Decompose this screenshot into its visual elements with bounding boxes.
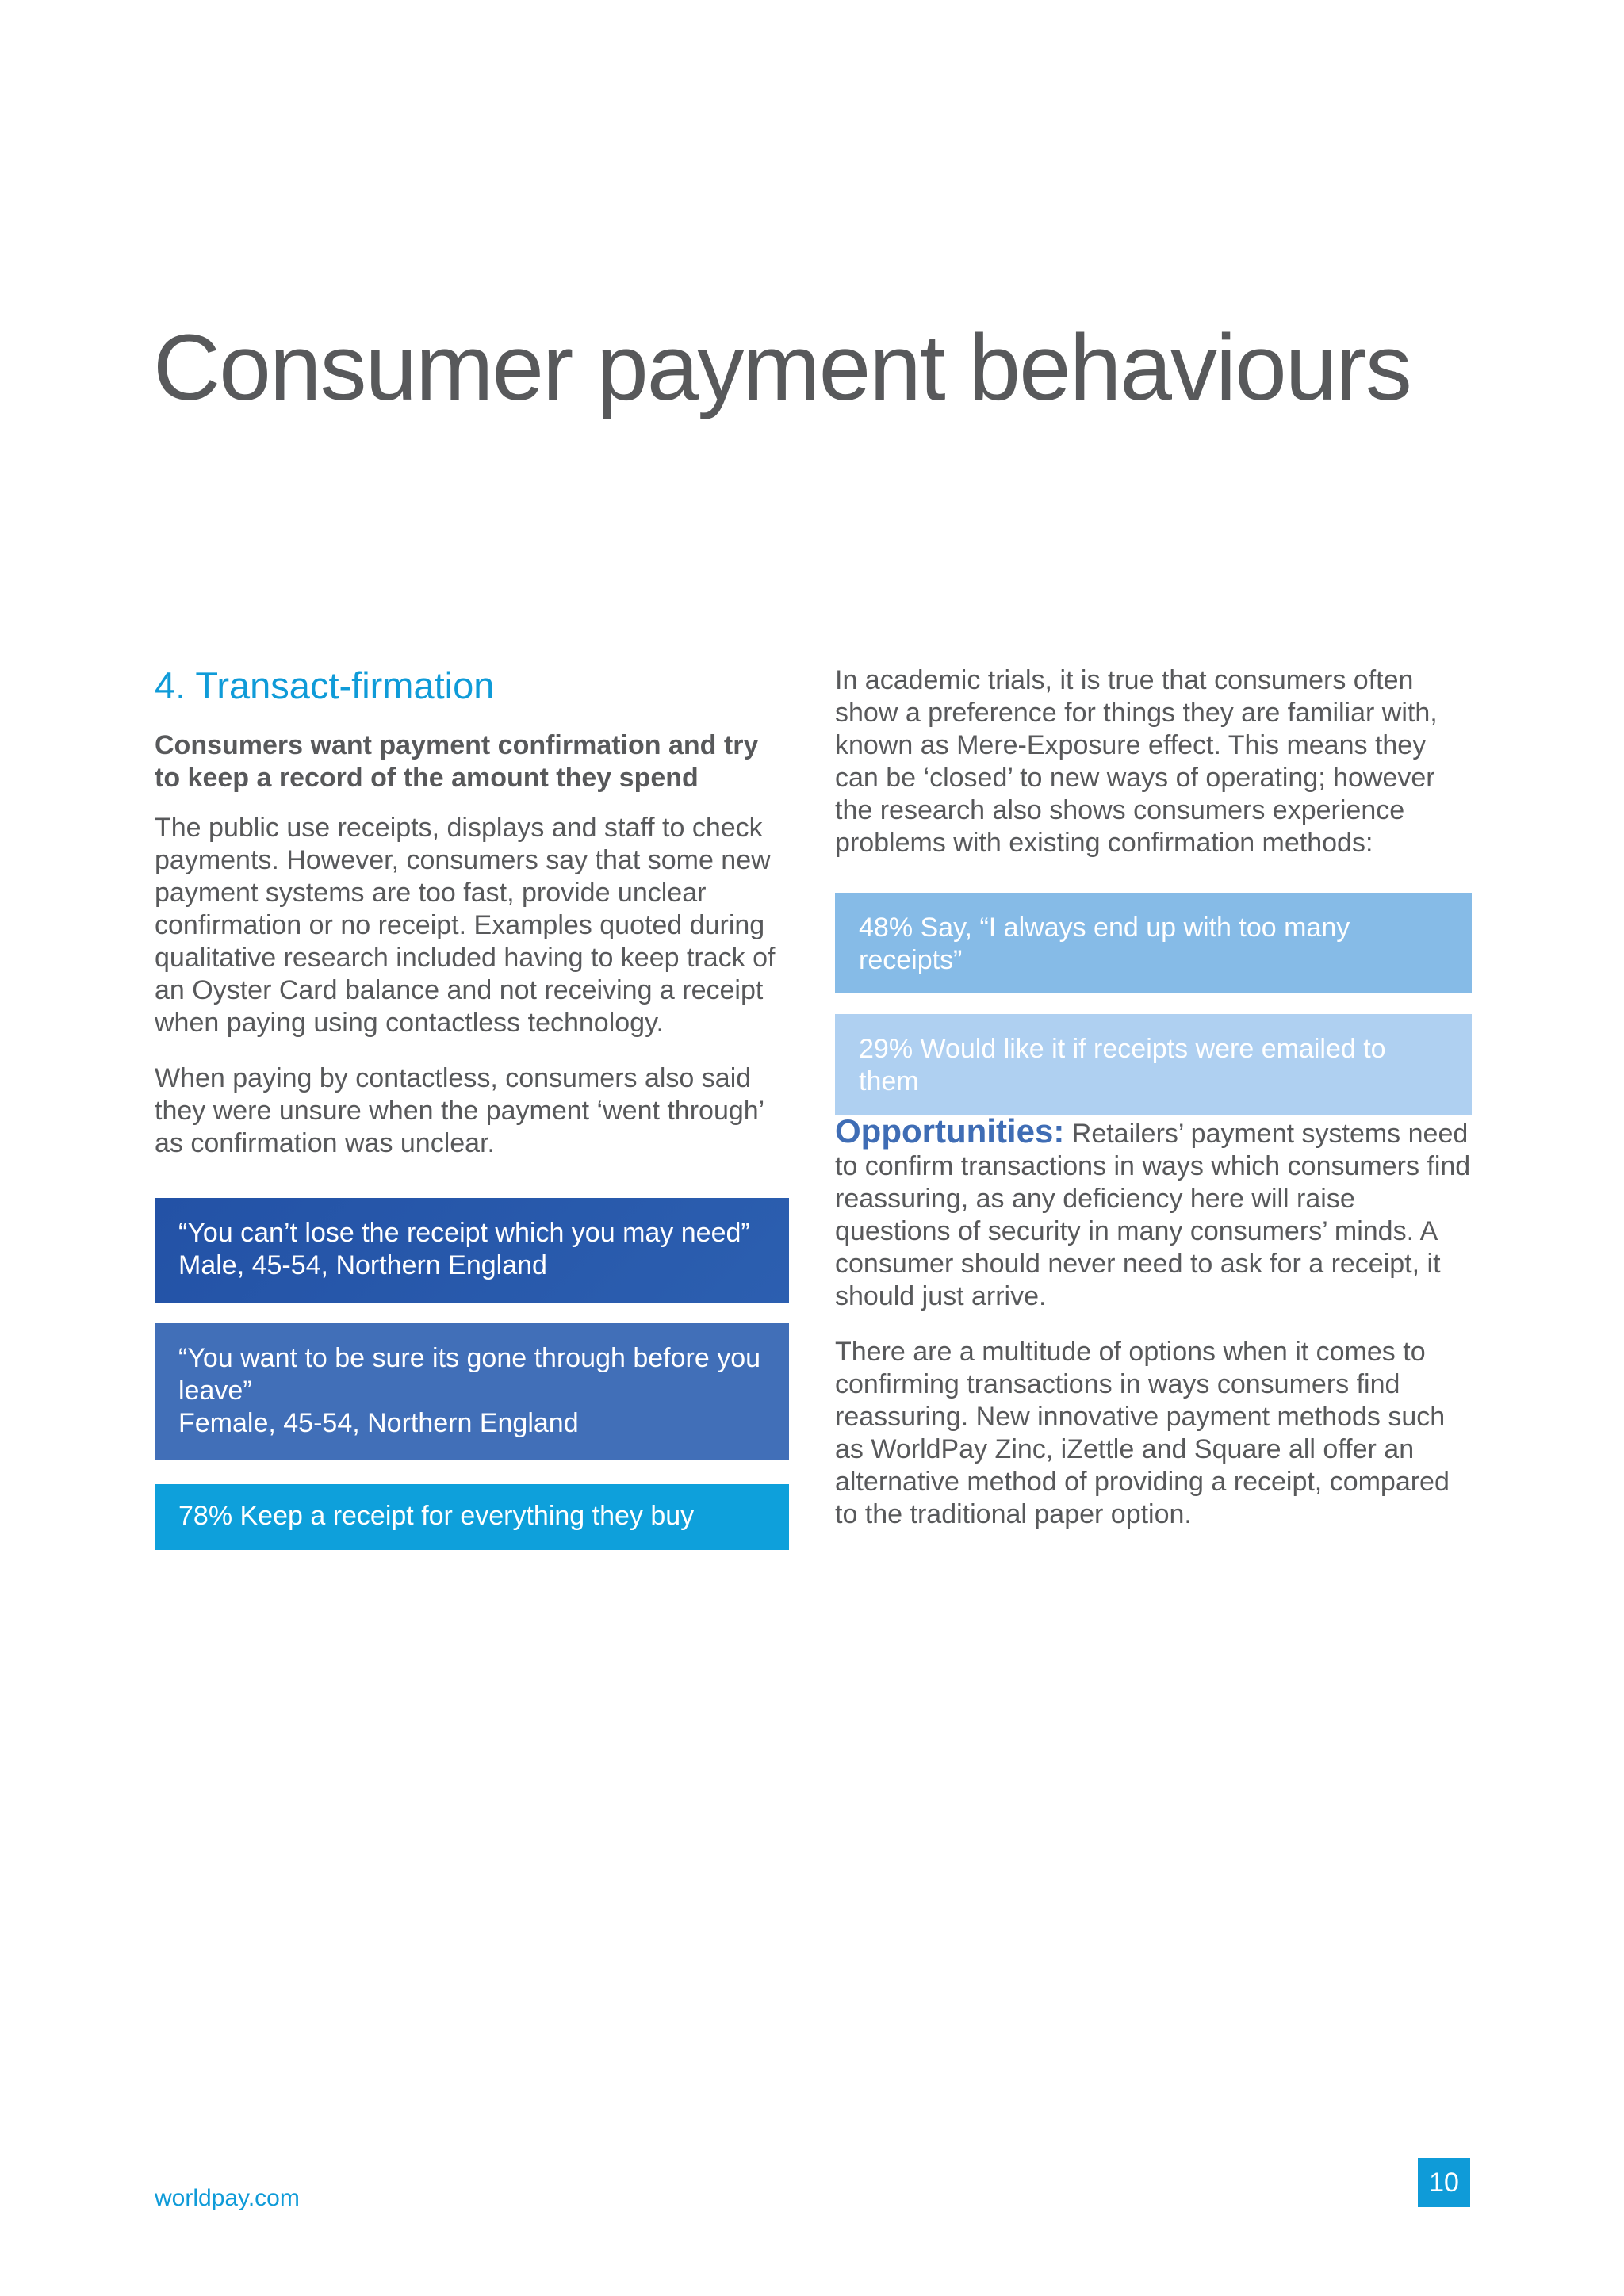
quote-attribution: Male, 45-54, Northern England (178, 1250, 547, 1281)
right-column (835, 664, 1472, 1554)
quote-text: “You want to be sure its gone through before you leave” (178, 1343, 761, 1406)
body-paragraph-2: When paying by contactless, consumers also said they were unsure when the payment ‘went through’ as confirmation was unclear. (155, 1063, 764, 1159)
stat-box-receipts-kept: 78% Keep a receipt for everything they buy (155, 1484, 789, 1550)
left-column (155, 664, 789, 1550)
quote-text: “You can’t lose the receipt which you may need” (178, 1218, 750, 1249)
quote-box-female (155, 1323, 789, 1460)
opportunities-text: Retailers’ payment systems need to confirm transactions in ways which consumers find reassuring, as any deficiency here will raise questions of security in many consumers’ minds. A consumer should never need to ask for a receipt, it should just arrive. (835, 1119, 1471, 1311)
stat-box-emailed-receipts: 29% Would like it if receipts were emailed to them (835, 1014, 1472, 1115)
quote-attribution: Female, 45-54, Northern England (178, 1408, 579, 1439)
closing-paragraph: There are a multitude of options when it comes to confirming transactions in ways consumers find reassuring. New innovative payment methods such as WorldPay Zinc, iZettle and Square all offer an alternative method of providing a receipt, compared to the traditional paper option. (835, 1337, 1450, 1529)
opportunities-paragraph (835, 1112, 1472, 1313)
body-paragraph-1: The public use receipts, displays and staff to check payments. However, consumers say that some new payment systems are too fast, provide unclear confirmation or no receipt. Examples quoted during qualitative research included having to keep track of an Oyster Card balance and not receiving a receipt when paying using contactless technology. (155, 813, 776, 1039)
opportunities-label: Opportunities: (835, 1112, 1065, 1150)
intro-paragraph: In academic trials, it is true that consumers often show a preference for things they are familiar with, known as Mere-Exposure effect. This means they can be ‘closed’ to new ways of operating; however the research also shows consumers experience problems with existing confirmation methods: (835, 665, 1438, 858)
stat-box-too-many-receipts: 48% Say, “I always end up with too many receipts” (835, 893, 1472, 993)
section-heading: 4. Transact-firmation (155, 664, 495, 706)
section-subheading: Consumers want payment confirmation and try to keep a record of the amount they spend (155, 730, 759, 794)
page-title: Consumer payment behaviours (153, 316, 1411, 420)
quote-box-male (155, 1198, 789, 1303)
footer-url-link[interactable]: worldpay.com (155, 2185, 300, 2211)
page-number-badge: 10 (1418, 2158, 1470, 2207)
